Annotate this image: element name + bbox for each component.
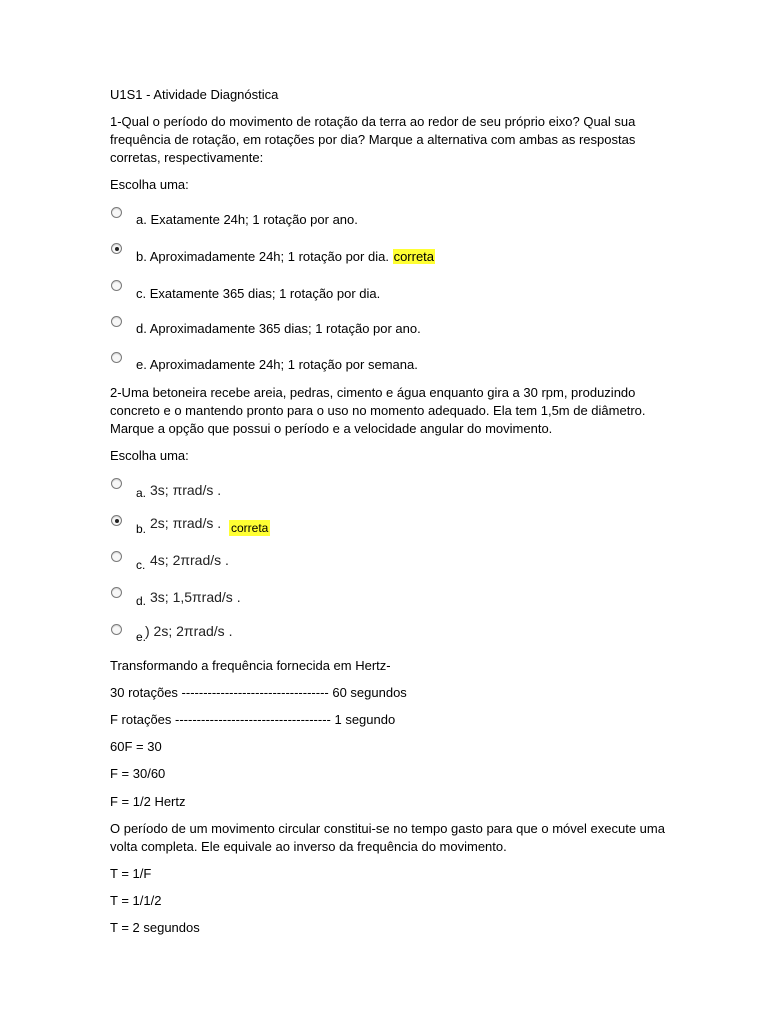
q1-option-b-radio[interactable] bbox=[111, 243, 122, 254]
q2-option-d-formula: 3s; 1,5πrad/s . bbox=[150, 589, 241, 605]
correct-tag: correta bbox=[393, 249, 435, 264]
question-1-text: 1-Qual o período do movimento de rotação da terra ao redor de seu próprio eixo? Qual sua frequência de rotação, em rotações por dia? Marque a alternativa com ambas as respostas corretas, respectivamente: bbox=[110, 114, 636, 165]
solution-line-4: 60F = 30 bbox=[110, 739, 162, 754]
final-line-1: T = 1/F bbox=[110, 866, 152, 881]
q1-option-e-label: e. Aproximadamente 24h; 1 rotação por semana. bbox=[136, 357, 418, 372]
q2-option-e-formula: ) 2s; 2πrad/s . bbox=[145, 623, 233, 639]
q2-option-d-letter: d. bbox=[136, 594, 147, 608]
q1-option-a-label: a. Exatamente 24h; 1 rotação por ano. bbox=[136, 212, 358, 227]
q1-option-d-radio[interactable] bbox=[111, 316, 122, 327]
solution-line-2: 30 rotações ---------------------------------- 60 segundos bbox=[110, 685, 407, 700]
period-explanation: O período de um movimento circular constitui-se no tempo gasto para que o móvel execute uma volta completa. Ele equivale ao inverso da frequência do movimento. bbox=[110, 821, 665, 854]
q2-option-b-letter: b. bbox=[136, 522, 147, 536]
q2-option-c-letter: c. bbox=[136, 558, 146, 572]
correct-tag: correta bbox=[231, 521, 269, 535]
q2-option-b-formula: 2s; πrad/s . bbox=[150, 515, 222, 531]
q2-option-c-formula: 4s; 2πrad/s . bbox=[150, 552, 229, 568]
solution-line-3: F rotações ------------------------------------ 1 segundo bbox=[110, 712, 396, 727]
q2-option-d-radio[interactable] bbox=[111, 587, 122, 598]
q1-option-c-radio[interactable] bbox=[111, 280, 122, 291]
final-line-3: T = 2 segundos bbox=[110, 920, 200, 935]
question-2-text: 2-Uma betoneira recebe areia, pedras, cimento e água enquanto gira a 30 rpm, produzindo concreto e o mantendo pronto para o uso no momento adequado. Ela tem 1,5m de diâmetro. Marque a opção que possui o período e a velocidade angular do movimento. bbox=[110, 385, 646, 436]
q2-option-b-radio[interactable] bbox=[111, 515, 122, 526]
q1-option-b-label: b. Aproximadamente 24h; 1 rotação por dia. bbox=[136, 249, 389, 264]
q1-option-e-radio[interactable] bbox=[111, 352, 122, 363]
q2-option-e-letter: e. bbox=[136, 630, 147, 644]
question-1-choose-label: Escolha uma: bbox=[110, 177, 189, 192]
solution-line-6: F = 1/2 Hertz bbox=[110, 794, 186, 809]
solution-line-5: F = 30/60 bbox=[110, 766, 166, 781]
q2-option-e-radio[interactable] bbox=[111, 624, 122, 635]
q1-option-b bbox=[136, 248, 435, 266]
solution-line-1: Transformando a frequência fornecida em Hertz- bbox=[110, 658, 391, 673]
q2-option-c-radio[interactable] bbox=[111, 551, 122, 562]
document-title: U1S1 - Atividade Diagnóstica bbox=[110, 87, 279, 102]
q1-option-c-label: c. Exatamente 365 dias; 1 rotação por dia. bbox=[136, 286, 381, 301]
q2-option-a-formula: 3s; πrad/s . bbox=[150, 482, 222, 498]
question-2-choose-label: Escolha uma: bbox=[110, 448, 189, 463]
q2-option-a-radio[interactable] bbox=[111, 478, 122, 489]
q1-option-d-label: d. Aproximadamente 365 dias; 1 rotação por ano. bbox=[136, 321, 421, 336]
final-line-2: T = 1/1/2 bbox=[110, 893, 162, 908]
q1-option-a-radio[interactable] bbox=[111, 207, 122, 218]
q2-option-a-letter: a. bbox=[136, 486, 147, 500]
